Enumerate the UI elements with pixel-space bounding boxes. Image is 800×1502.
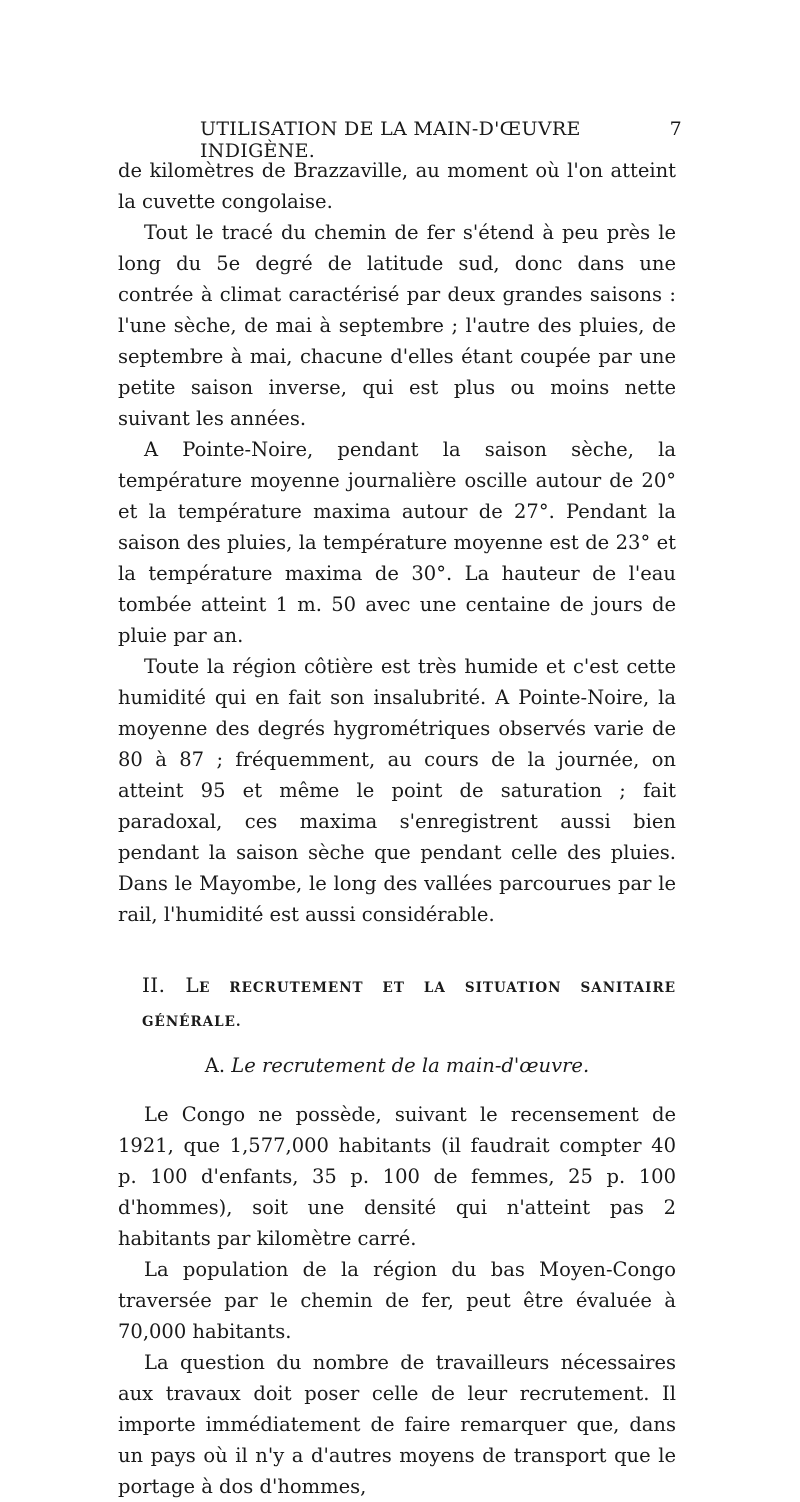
subsection-label: A. <box>204 1054 226 1077</box>
section-heading <box>142 970 676 1038</box>
section-initial: L <box>185 973 200 997</box>
paragraph: Le Congo ne possède, suivant le recensement de 1921, que 1,577,000 habitants (il faudrait compter 40 p. 100 d'enfants, 35 p. 100 de femmes, 25 p. 100 d'hommes), soit une densité qui n'atteint pas 2 habitants par kilomètre carré. <box>118 1103 676 1250</box>
paragraph: Toute la région côtière est très humide et c'est cette humidité qui en fait son insalubrité. A Pointe-Noire, la moyenne des degrés hygrométriques observés varie de 80 à 87 ; fréquemment, au cours de la journée, on atteint 95 et même le point de saturation ; fait paradoxal, ces maxima s'enregistrent aussi bien pendant la saison sèche que pendant celle des pluies. Dans le Mayombe, le long des vallées parcourues par le rail, l'humidité est aussi considérable. <box>118 655 676 926</box>
section-title: E RECRUTEMENT ET LA SITUATION SANITAIRE GÉNÉRALE. <box>142 980 676 1030</box>
paragraph: La population de la région du bas Moyen-Congo traversée par le chemin de fer, peut être évaluée à 70,000 habitants. <box>118 1258 676 1343</box>
paragraph: de kilomètres de Brazzaville, au moment où l'on atteint la cuvette congolaise. <box>118 159 676 213</box>
page-number: 7 <box>669 118 682 140</box>
running-title: UTILISATION DE LA MAIN-D'ŒUVRE INDIGÈNE. <box>200 118 581 162</box>
section-number: II. <box>142 973 166 997</box>
subsection-heading <box>118 1050 676 1081</box>
subsection-title: Le recrutement de la main-d'œuvre. <box>231 1054 590 1077</box>
paragraph: A Pointe-Noire, pendant la saison sèche, la température moyenne journalière oscille autour de 20° et la température maxima autour de 27°. Pendant la saison des pluies, la température moyenne est de 23° et la température maxima de 30°. La hauteur de l'eau tombée atteint 1 m. 50 avec une centaine de jours de pluie par an. <box>118 438 676 647</box>
body-text <box>118 155 676 1502</box>
paragraph: Tout le tracé du chemin de fer s'étend à peu près le long du 5e degré de latitude sud, donc dans une contrée à climat caractérisé par deux grandes saisons : l'une sèche, de mai à septembre ; l'autre des pluies, de septembre à mai, chacune d'elles étant coupée par une petite saison inverse, qui est plus ou moins nette suivant les années. <box>118 221 676 430</box>
paragraph: La question du nombre de travailleurs nécessaires aux travaux doit poser celle de leur recrutement. Il importe immédiatement de faire remarquer que, dans un pays où il n'y a d'autres moyens de transport que le portage à dos d'hommes, <box>118 1351 676 1498</box>
